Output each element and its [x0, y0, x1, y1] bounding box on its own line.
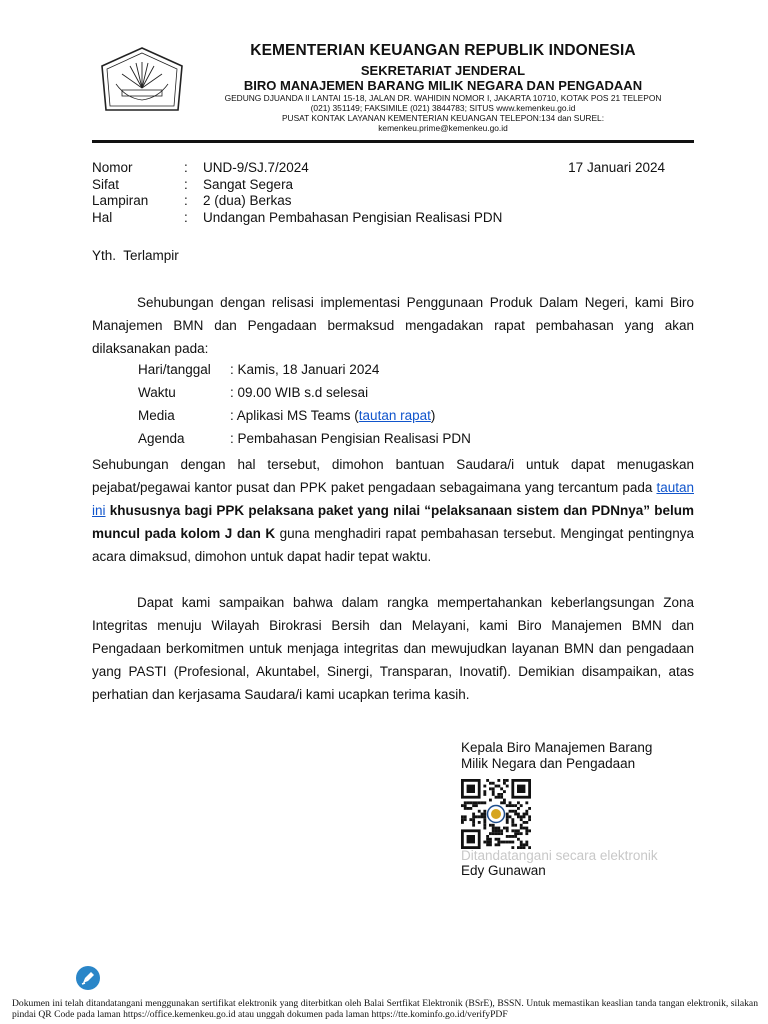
request-text: guna menghadiri rapat pembahasan tersebut. Mengingat pentingnya acara dimaksud, dimohon untuk dapat hadir tepat waktu.	[92, 526, 694, 564]
schedule-label: Agenda	[138, 431, 185, 446]
letter-date: 17 Januari 2024	[568, 160, 665, 175]
schedule-value	[230, 408, 435, 423]
schedule-label: Waktu	[138, 385, 176, 400]
meta-label: Hal	[92, 210, 113, 225]
meta-value: 2 (dua) Berkas	[203, 193, 292, 208]
media-suffix: )	[430, 408, 436, 423]
address-line: kemenkeu.prime@kemenkeu.go.id	[378, 123, 508, 133]
qr-code-icon	[461, 779, 531, 849]
address-block	[196, 93, 690, 133]
request-emphasis: khususnya bagi PPK pelaksana paket yang nilai “pelaksanaan sistem dan PDNnya” belum muncul pada kolom J dan K	[92, 503, 694, 541]
footer-disclaimer: Dokumen ini telah ditandatangani menggunakan sertifikat elektronik yang diterbitkan oleh Balai Sertfikat Elektronik (BSrE), BSSN. Untuk memastikan keaslian tanda tangan elektronik, silakan pindai QR Code pada laman https://office.kemenkeu.go.id atau unggah dokumen pada laman https://tte.kominfo.go.id/verifyPDF	[12, 998, 758, 1020]
address-line: (021) 351149; FAKSIMILE (021) 3844783; SITUS www.kemenkeu.go.id	[310, 103, 576, 113]
meta-value: Undangan Pembahasan Pengisian Realisasi PDN	[203, 210, 503, 225]
meta-value: Sangat Segera	[203, 177, 294, 192]
paragraph-closing: Dapat kami sampaikan bahwa dalam rangka mempertahankan keberlangsungan Zona Integritas menuju Wilayah Birokrasi Bersih dan Melayani, kami Biro Manajemen BMN dan Pengadaan berkomitmen untuk menjaga integritas dan mewujudkan layanan BMN dan pengadaan yang PASTI (Profesional, Akuntabel, Sinergi, Transparan, Inovatif). Demikian disampaikan, atas perhatian dan kerjasama Saudara/i kami ucapkan terima kasih.	[92, 595, 694, 702]
media-prefix: : Aplikasi MS Teams (	[230, 408, 359, 423]
signatory-title-line: Milik Negara dan Pengadaan	[461, 756, 636, 771]
schedule-label: Media	[138, 408, 175, 423]
bureau-name: BIRO MANAJEMEN BARANG MILIK NEGARA DAN PENGADAAN	[243, 78, 643, 93]
meta-separator: :	[184, 210, 188, 225]
address-line: PUSAT KONTAK LAYANAN KEMENTERIAN KEUANGAN TELEPON:134 dan SUREL:	[281, 113, 605, 123]
meta-separator: :	[184, 160, 188, 175]
signatory-name: Edy Gunawan	[461, 863, 546, 878]
letterhead-divider	[92, 140, 694, 143]
schedule-label: Hari/tanggal	[138, 362, 211, 377]
request-text: Sehubungan dengan hal tersebut, dimohon bantuan Saudara/i untuk dapat menugaskan pejabat/pegawai kantor pusat dan PPK paket pengadaan sebagaimana yang tercantum pada	[92, 457, 694, 495]
signatory-title-line: Kepala Biro Manajemen Barang	[461, 740, 653, 755]
meta-value: UND-9/SJ.7/2024	[203, 160, 309, 175]
meta-label: Nomor	[92, 160, 133, 175]
paragraph-request	[92, 453, 694, 568]
esign-pen-icon	[76, 966, 100, 990]
secretariat-name: SEKRETARIAT JENDERAL	[360, 63, 526, 78]
e-signature-note: Ditandatangani secara elektronik	[461, 848, 658, 863]
meta-separator: :	[184, 177, 188, 192]
schedule-value: : 09.00 WIB s.d selesai	[230, 385, 369, 400]
meta-label: Lampiran	[92, 193, 149, 208]
signatory-title	[461, 740, 652, 772]
meeting-link[interactable]: tautan rapat	[358, 408, 431, 423]
meta-label: Sifat	[92, 177, 120, 192]
paragraph-intro: Sehubungan dengan relisasi implementasi Penggunaan Produk Dalam Negeri, kami Biro Manajemen BMN dan Pengadaan bermaksud mengadakan rapat pembahasan yang akan dilaksanakan pada:	[92, 295, 694, 356]
recipient: Yth. Terlampir	[92, 248, 179, 263]
ministry-name: KEMENTERIAN KEUANGAN REPUBLIK INDONESIA	[250, 42, 636, 59]
schedule-value: : Pembahasan Pengisian Realisasi PDN	[230, 431, 471, 446]
participants-link[interactable]: tautan ini	[92, 480, 694, 518]
schedule-value: : Kamis, 18 Januari 2024	[230, 362, 380, 377]
meta-separator: :	[184, 193, 188, 208]
ministry-logo-icon	[96, 44, 188, 118]
address-line: GEDUNG DJUANDA II LANTAI 15-18, JALAN DR. WAHIDIN NOMOR I, JAKARTA 10710, KOTAK POS 21 TELEPON	[224, 93, 662, 103]
